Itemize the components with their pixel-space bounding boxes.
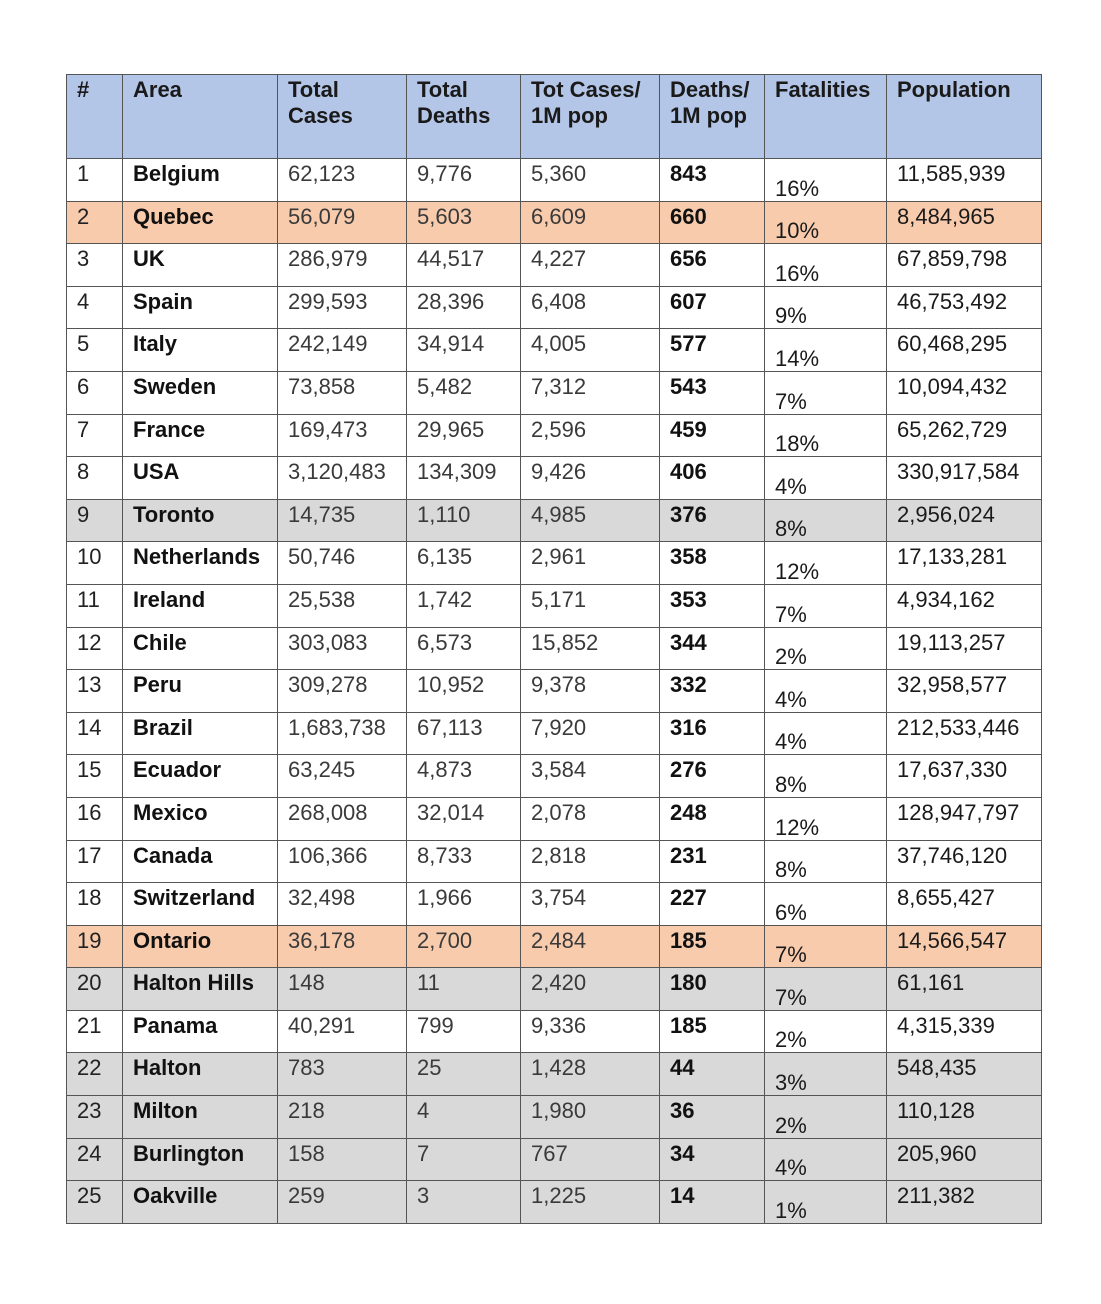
cell-total-cases: 56,079 [278, 201, 407, 244]
cell-fatalities: 10% [765, 201, 887, 244]
cell-total-deaths: 3 [407, 1181, 521, 1224]
cell-total-cases: 299,593 [278, 286, 407, 329]
header-row [67, 75, 1042, 159]
cell-rank: 1 [67, 159, 123, 202]
table-row [67, 329, 1042, 372]
cell-total-cases: 783 [278, 1053, 407, 1096]
cell-cases-per-million: 9,426 [521, 457, 660, 500]
cell-total-deaths: 9,776 [407, 159, 521, 202]
header-fatalities: Fatalities [765, 75, 887, 159]
cell-population: 205,960 [887, 1138, 1042, 1181]
cell-area: Oakville [123, 1181, 278, 1224]
cell-total-deaths: 34,914 [407, 329, 521, 372]
covid-stats-table [66, 74, 1042, 1224]
cell-population: 32,958,577 [887, 670, 1042, 713]
cell-population: 14,566,547 [887, 925, 1042, 968]
cell-population: 61,161 [887, 968, 1042, 1011]
cell-rank: 11 [67, 584, 123, 627]
cell-rank: 13 [67, 670, 123, 713]
cell-area: Burlington [123, 1138, 278, 1181]
cell-cases-per-million: 9,378 [521, 670, 660, 713]
cell-total-cases: 3,120,483 [278, 457, 407, 500]
cell-total-deaths: 1,742 [407, 584, 521, 627]
cell-cases-per-million: 1,428 [521, 1053, 660, 1096]
cell-population: 4,934,162 [887, 584, 1042, 627]
cell-cases-per-million: 3,584 [521, 755, 660, 798]
cell-fatalities: 12% [765, 542, 887, 585]
cell-deaths-per-million: 607 [660, 286, 765, 329]
cell-total-deaths: 4 [407, 1096, 521, 1139]
cell-rank: 5 [67, 329, 123, 372]
cell-fatalities: 2% [765, 627, 887, 670]
cell-total-deaths: 11 [407, 968, 521, 1011]
cell-cases-per-million: 2,484 [521, 925, 660, 968]
cell-deaths-per-million: 14 [660, 1181, 765, 1224]
cell-cases-per-million: 4,005 [521, 329, 660, 372]
cell-total-deaths: 32,014 [407, 797, 521, 840]
cell-fatalities: 4% [765, 670, 887, 713]
cell-deaths-per-million: 459 [660, 414, 765, 457]
cell-total-deaths: 10,952 [407, 670, 521, 713]
header-population: Population [887, 75, 1042, 159]
cell-total-cases: 50,746 [278, 542, 407, 585]
cell-cases-per-million: 7,920 [521, 712, 660, 755]
cell-total-cases: 62,123 [278, 159, 407, 202]
cell-total-deaths: 29,965 [407, 414, 521, 457]
table-body [67, 159, 1042, 1224]
cell-deaths-per-million: 185 [660, 925, 765, 968]
table-row [67, 968, 1042, 1011]
cell-total-cases: 148 [278, 968, 407, 1011]
header-total-deaths: Total Deaths [407, 75, 521, 159]
header-cases-per-million: Tot Cases/ 1M pop [521, 75, 660, 159]
cell-area: Chile [123, 627, 278, 670]
cell-deaths-per-million: 36 [660, 1096, 765, 1139]
cell-deaths-per-million: 577 [660, 329, 765, 372]
cell-population: 19,113,257 [887, 627, 1042, 670]
cell-total-deaths: 6,573 [407, 627, 521, 670]
cell-population: 37,746,120 [887, 840, 1042, 883]
cell-fatalities: 7% [765, 584, 887, 627]
table-row [67, 286, 1042, 329]
cell-fatalities: 12% [765, 797, 887, 840]
cell-rank: 14 [67, 712, 123, 755]
cell-population: 330,917,584 [887, 457, 1042, 500]
cell-total-deaths: 2,700 [407, 925, 521, 968]
cell-area: France [123, 414, 278, 457]
cell-total-cases: 40,291 [278, 1010, 407, 1053]
cell-deaths-per-million: 358 [660, 542, 765, 585]
cell-rank: 20 [67, 968, 123, 1011]
cell-deaths-per-million: 180 [660, 968, 765, 1011]
cell-rank: 2 [67, 201, 123, 244]
table-row [67, 670, 1042, 713]
cell-rank: 19 [67, 925, 123, 968]
cell-fatalities: 18% [765, 414, 887, 457]
cell-area: Toronto [123, 499, 278, 542]
cell-deaths-per-million: 656 [660, 244, 765, 287]
cell-cases-per-million: 1,980 [521, 1096, 660, 1139]
cell-total-cases: 286,979 [278, 244, 407, 287]
cell-total-deaths: 5,603 [407, 201, 521, 244]
cell-population: 8,655,427 [887, 883, 1042, 926]
cell-total-cases: 169,473 [278, 414, 407, 457]
cell-total-deaths: 44,517 [407, 244, 521, 287]
cell-rank: 17 [67, 840, 123, 883]
cell-population: 10,094,432 [887, 371, 1042, 414]
cell-fatalities: 8% [765, 755, 887, 798]
cell-fatalities: 14% [765, 329, 887, 372]
table-row [67, 797, 1042, 840]
header-deaths-per-million: Deaths/ 1M pop [660, 75, 765, 159]
cell-population: 17,637,330 [887, 755, 1042, 798]
cell-total-deaths: 25 [407, 1053, 521, 1096]
cell-area: Ecuador [123, 755, 278, 798]
cell-deaths-per-million: 406 [660, 457, 765, 500]
cell-cases-per-million: 6,609 [521, 201, 660, 244]
cell-area: Belgium [123, 159, 278, 202]
cell-total-cases: 36,178 [278, 925, 407, 968]
cell-cases-per-million: 3,754 [521, 883, 660, 926]
cell-cases-per-million: 2,818 [521, 840, 660, 883]
table-row [67, 840, 1042, 883]
cell-population: 60,468,295 [887, 329, 1042, 372]
cell-rank: 7 [67, 414, 123, 457]
cell-deaths-per-million: 660 [660, 201, 765, 244]
cell-area: Sweden [123, 371, 278, 414]
cell-population: 65,262,729 [887, 414, 1042, 457]
table-row [67, 201, 1042, 244]
cell-area: Ireland [123, 584, 278, 627]
cell-cases-per-million: 1,225 [521, 1181, 660, 1224]
cell-area: Spain [123, 286, 278, 329]
cell-total-cases: 268,008 [278, 797, 407, 840]
cell-population: 212,533,446 [887, 712, 1042, 755]
cell-rank: 8 [67, 457, 123, 500]
cell-deaths-per-million: 843 [660, 159, 765, 202]
table-row [67, 584, 1042, 627]
cell-deaths-per-million: 344 [660, 627, 765, 670]
cell-fatalities: 4% [765, 712, 887, 755]
cell-total-cases: 25,538 [278, 584, 407, 627]
cell-fatalities: 4% [765, 457, 887, 500]
cell-total-deaths: 1,966 [407, 883, 521, 926]
cell-area: Switzerland [123, 883, 278, 926]
cell-total-deaths: 67,113 [407, 712, 521, 755]
table-row [67, 712, 1042, 755]
cell-area: Peru [123, 670, 278, 713]
cell-fatalities: 7% [765, 925, 887, 968]
cell-population: 4,315,339 [887, 1010, 1042, 1053]
table-row [67, 1053, 1042, 1096]
table-row [67, 1096, 1042, 1139]
cell-total-cases: 106,366 [278, 840, 407, 883]
cell-total-cases: 218 [278, 1096, 407, 1139]
cell-rank: 15 [67, 755, 123, 798]
cell-fatalities: 4% [765, 1138, 887, 1181]
cell-total-deaths: 4,873 [407, 755, 521, 798]
cell-area: Quebec [123, 201, 278, 244]
cell-population: 110,128 [887, 1096, 1042, 1139]
cell-area: Mexico [123, 797, 278, 840]
cell-cases-per-million: 5,360 [521, 159, 660, 202]
cell-fatalities: 3% [765, 1053, 887, 1096]
cell-fatalities: 8% [765, 840, 887, 883]
cell-total-cases: 309,278 [278, 670, 407, 713]
cell-deaths-per-million: 231 [660, 840, 765, 883]
cell-area: Milton [123, 1096, 278, 1139]
cell-deaths-per-million: 276 [660, 755, 765, 798]
cell-cases-per-million: 9,336 [521, 1010, 660, 1053]
cell-total-cases: 303,083 [278, 627, 407, 670]
table-row [67, 371, 1042, 414]
cell-deaths-per-million: 543 [660, 371, 765, 414]
cell-rank: 22 [67, 1053, 123, 1096]
cell-fatalities: 1% [765, 1181, 887, 1224]
table-row [67, 755, 1042, 798]
cell-total-deaths: 1,110 [407, 499, 521, 542]
cell-rank: 25 [67, 1181, 123, 1224]
cell-population: 8,484,965 [887, 201, 1042, 244]
table-row [67, 414, 1042, 457]
cell-cases-per-million: 2,961 [521, 542, 660, 585]
cell-rank: 4 [67, 286, 123, 329]
cell-area: UK [123, 244, 278, 287]
cell-fatalities: 7% [765, 371, 887, 414]
cell-total-deaths: 28,396 [407, 286, 521, 329]
cell-total-cases: 158 [278, 1138, 407, 1181]
table-row [67, 627, 1042, 670]
cell-cases-per-million: 6,408 [521, 286, 660, 329]
cell-total-cases: 259 [278, 1181, 407, 1224]
cell-area: Netherlands [123, 542, 278, 585]
cell-cases-per-million: 4,227 [521, 244, 660, 287]
cell-fatalities: 16% [765, 159, 887, 202]
cell-cases-per-million: 15,852 [521, 627, 660, 670]
header-area: Area [123, 75, 278, 159]
cell-population: 46,753,492 [887, 286, 1042, 329]
cell-deaths-per-million: 332 [660, 670, 765, 713]
cell-population: 128,947,797 [887, 797, 1042, 840]
table-row [67, 499, 1042, 542]
cell-cases-per-million: 4,985 [521, 499, 660, 542]
cell-deaths-per-million: 316 [660, 712, 765, 755]
cell-population: 67,859,798 [887, 244, 1042, 287]
cell-total-cases: 63,245 [278, 755, 407, 798]
cell-total-cases: 14,735 [278, 499, 407, 542]
cell-rank: 9 [67, 499, 123, 542]
cell-cases-per-million: 2,420 [521, 968, 660, 1011]
cell-deaths-per-million: 185 [660, 1010, 765, 1053]
cell-deaths-per-million: 376 [660, 499, 765, 542]
cell-deaths-per-million: 248 [660, 797, 765, 840]
cell-area: Halton Hills [123, 968, 278, 1011]
cell-fatalities: 6% [765, 883, 887, 926]
cell-total-deaths: 8,733 [407, 840, 521, 883]
table-row [67, 457, 1042, 500]
cell-total-deaths: 7 [407, 1138, 521, 1181]
cell-population: 548,435 [887, 1053, 1042, 1096]
table-row [67, 244, 1042, 287]
table-header [67, 75, 1042, 159]
cell-area: Canada [123, 840, 278, 883]
cell-fatalities: 2% [765, 1096, 887, 1139]
cell-fatalities: 16% [765, 244, 887, 287]
cell-fatalities: 7% [765, 968, 887, 1011]
cell-fatalities: 9% [765, 286, 887, 329]
cell-total-cases: 32,498 [278, 883, 407, 926]
cell-area: Italy [123, 329, 278, 372]
cell-deaths-per-million: 34 [660, 1138, 765, 1181]
cell-area: Brazil [123, 712, 278, 755]
table-row [67, 542, 1042, 585]
cell-total-cases: 242,149 [278, 329, 407, 372]
cell-deaths-per-million: 227 [660, 883, 765, 926]
cell-rank: 16 [67, 797, 123, 840]
cell-area: Halton [123, 1053, 278, 1096]
table-row [67, 1181, 1042, 1224]
cell-deaths-per-million: 353 [660, 584, 765, 627]
cell-total-deaths: 6,135 [407, 542, 521, 585]
cell-rank: 6 [67, 371, 123, 414]
cell-population: 211,382 [887, 1181, 1042, 1224]
table-row [67, 159, 1042, 202]
cell-total-cases: 73,858 [278, 371, 407, 414]
cell-cases-per-million: 2,596 [521, 414, 660, 457]
cell-rank: 3 [67, 244, 123, 287]
cell-total-deaths: 5,482 [407, 371, 521, 414]
header-rank: # [67, 75, 123, 159]
cell-population: 17,133,281 [887, 542, 1042, 585]
cell-cases-per-million: 7,312 [521, 371, 660, 414]
cell-total-deaths: 134,309 [407, 457, 521, 500]
cell-rank: 24 [67, 1138, 123, 1181]
cell-cases-per-million: 767 [521, 1138, 660, 1181]
cell-cases-per-million: 2,078 [521, 797, 660, 840]
cell-population: 11,585,939 [887, 159, 1042, 202]
cell-rank: 10 [67, 542, 123, 585]
cell-total-cases: 1,683,738 [278, 712, 407, 755]
cell-rank: 18 [67, 883, 123, 926]
table-row [67, 1138, 1042, 1181]
cell-fatalities: 8% [765, 499, 887, 542]
cell-area: Panama [123, 1010, 278, 1053]
table-row [67, 1010, 1042, 1053]
cell-area: Ontario [123, 925, 278, 968]
cell-rank: 23 [67, 1096, 123, 1139]
cell-deaths-per-million: 44 [660, 1053, 765, 1096]
cell-area: USA [123, 457, 278, 500]
cell-rank: 21 [67, 1010, 123, 1053]
table-row [67, 883, 1042, 926]
cell-population: 2,956,024 [887, 499, 1042, 542]
header-total-cases: Total Cases [278, 75, 407, 159]
cell-rank: 12 [67, 627, 123, 670]
table-row [67, 925, 1042, 968]
cell-total-deaths: 799 [407, 1010, 521, 1053]
cell-fatalities: 2% [765, 1010, 887, 1053]
cell-cases-per-million: 5,171 [521, 584, 660, 627]
